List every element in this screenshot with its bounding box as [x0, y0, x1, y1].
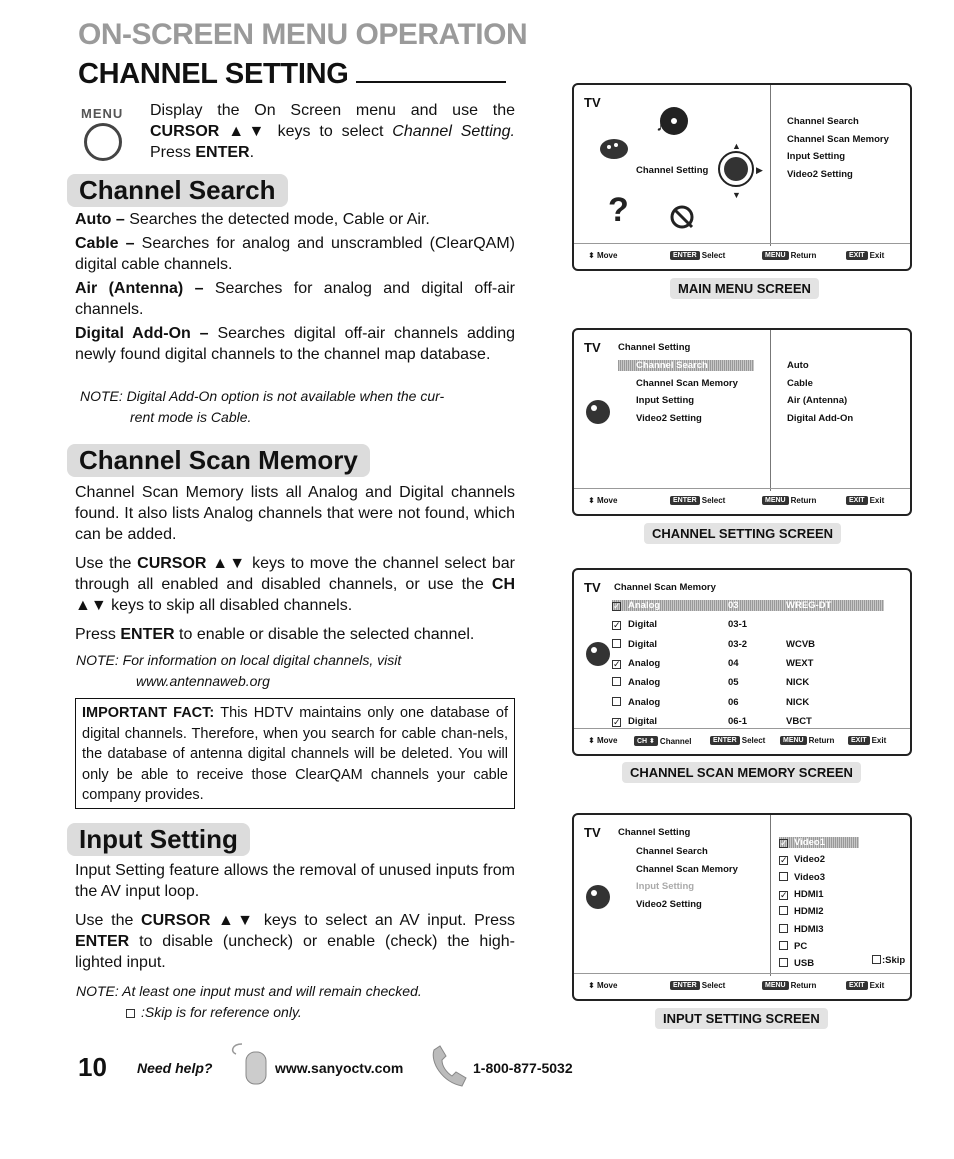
scan-channel-row[interactable]: [612, 697, 852, 708]
palette-icon: [600, 139, 628, 159]
svg-text:▶: ▶: [756, 165, 763, 175]
updown-icon: ⬍: [588, 496, 595, 505]
channel-search-body: Auto – Searches the detected mode, Cable or Air. Cable – Searches for analog and unscrambled (ClearQAM) digital cable channels. Air (Antenna) – Searches for analog and digital off-air channels. Digital Add-On – Searches digital off-air channels adding newly found digital channels to the channel map database.: [75, 211, 516, 363]
scan-name: NICK: [786, 677, 810, 689]
checkbox-icon[interactable]: ✓: [613, 620, 621, 631]
svg-text:▲: ▲: [732, 141, 741, 151]
input-row[interactable]: [779, 872, 825, 883]
main-menu-caption: MAIN MENU SCREEN: [670, 278, 819, 299]
main-menu-item[interactable]: Channel Scan Memory: [787, 134, 889, 145]
page-title: CHANNEL SETTING: [78, 58, 506, 91]
scan-num: 06: [728, 696, 739, 708]
screen-bottom-bar: ⬍ Move ENTER Select MENU Return EXIT Exit: [574, 488, 910, 514]
checkbox-icon[interactable]: ✓: [613, 716, 621, 727]
search-option[interactable]: Auto: [787, 360, 809, 371]
scan-type: Analog: [628, 657, 661, 669]
channel-scan-memory-caption: CHANNEL SCAN MEMORY SCREEN: [622, 762, 861, 783]
checkbox-icon[interactable]: [612, 639, 621, 648]
input-label: PC: [794, 940, 808, 952]
channel-setting-icon: [584, 881, 614, 913]
phone-icon: [428, 1044, 472, 1090]
phone-number: 1-800-877-5032: [473, 1060, 573, 1076]
channel-scan-memory-screen: [572, 568, 912, 756]
scan-num: 05: [728, 677, 739, 689]
scan-type: Digital: [628, 638, 658, 650]
scan-name: NICK: [786, 696, 810, 708]
page-number: 10: [78, 1052, 107, 1082]
scan-type: Analog: [628, 600, 661, 611]
tools-icon: [672, 207, 692, 227]
channel-setting-item-selected[interactable]: Input Setting: [636, 881, 695, 892]
channel-setting-item-selected[interactable]: Channel Search: [618, 360, 754, 371]
screen-bottom-bar: ⬍ Move ENTER Select MENU Return EXIT Exit: [574, 243, 910, 269]
main-menu-center-label: Channel Setting: [636, 165, 709, 176]
channel-search-heading: Channel Search: [67, 174, 288, 207]
skip-box-icon: [872, 955, 881, 964]
menu-button-icon: [84, 123, 122, 161]
input-setting-para1: Input Setting feature allows the removal of unused inputs from the AV input loop.: [75, 862, 515, 900]
channel-setting-icon: [584, 638, 614, 670]
checkbox-icon[interactable]: [779, 958, 788, 967]
checkbox-icon[interactable]: [779, 924, 788, 933]
input-row[interactable]: [779, 941, 807, 952]
input-setting-heading: Input Setting: [67, 823, 250, 856]
important-fact-box: IMPORTANT FACT: This HDTV maintains only one database of digital channels. Therefore, when you search for cable chan-nels, the database of antenna digital channels will be deleted. You will only be able to receive those ClearQAM channels your cable company provides.: [75, 698, 515, 809]
input-label: HDMI1: [794, 888, 824, 900]
need-help-text: Need help?: [137, 1060, 213, 1076]
scan-channel-row[interactable]: [612, 658, 852, 669]
scan-num: 03-2: [728, 638, 748, 650]
svg-text:▼: ▼: [732, 190, 741, 200]
scan-num: 06-1: [728, 715, 748, 727]
channel-setting-item[interactable]: Video2 Setting: [636, 899, 702, 910]
channel-scan-memory-para3: Press ENTER to enable or disable the selected channel.: [75, 626, 475, 643]
website-link[interactable]: www.sanyoctv.com: [275, 1060, 404, 1076]
input-label: Video2: [794, 854, 825, 866]
input-row[interactable]: [779, 958, 814, 969]
screen-bottom-bar: ⬍ Move CH ⬍ Channel ENTER Select MENU Return EXIT Exit: [574, 728, 910, 754]
main-menu-item[interactable]: Video2 Setting: [787, 169, 853, 180]
scan-type: Analog: [628, 696, 661, 708]
input-label: HDMI3: [794, 923, 824, 935]
channel-scan-memory-para1: Channel Scan Memory lists all Analog and Digital channels found. It also lists Analog channels that were not found, which can be added.: [75, 484, 515, 543]
input-row[interactable]: [779, 889, 824, 900]
main-menu-item[interactable]: Input Setting: [787, 151, 846, 162]
scan-channel-row[interactable]: [612, 639, 852, 650]
channel-setting-screen: [572, 328, 912, 516]
checkbox-icon[interactable]: ✓: [613, 601, 621, 611]
scan-name: WEXT: [786, 657, 814, 669]
channel-setting-item[interactable]: Video2 Setting: [636, 413, 702, 424]
input-label: Video1: [794, 837, 825, 848]
checkbox-icon[interactable]: [612, 677, 621, 686]
intro-text: Display the On Screen menu and use the CURSOR ▲▼ keys to select Channel Setting. Press ENTER.: [150, 102, 515, 161]
channel-setting-item[interactable]: Channel Scan Memory: [636, 378, 738, 389]
screen-title: Channel Setting: [618, 342, 691, 353]
scan-name: WCVB: [786, 638, 816, 650]
tv-label: TV: [584, 340, 601, 355]
scan-type: Analog: [628, 677, 661, 689]
input-row[interactable]: [779, 854, 825, 865]
scan-name: VBCT: [786, 715, 812, 727]
mouse-icon: [228, 1040, 268, 1088]
screen-bottom-bar: ⬍ Move ENTER Select MENU Return EXIT Exit: [574, 973, 910, 999]
scan-num: 03: [728, 600, 739, 611]
checkbox-icon[interactable]: [779, 872, 788, 881]
input-row[interactable]: [779, 837, 859, 848]
channel-setting-caption: CHANNEL SETTING SCREEN: [644, 523, 841, 544]
scan-channel-row[interactable]: [612, 716, 852, 727]
search-option[interactable]: Air (Antenna): [787, 395, 848, 406]
scan-num: 04: [728, 657, 739, 669]
skip-box-icon: [126, 1009, 135, 1018]
page-header-title: ON-SCREEN MENU OPERATION: [78, 18, 528, 51]
updown-icon: ⬍: [588, 251, 595, 260]
tv-label: TV: [584, 825, 601, 840]
input-setting-caption: INPUT SETTING SCREEN: [655, 1008, 828, 1029]
skip-legend: :Skip: [872, 955, 905, 966]
scan-type: Digital: [628, 715, 658, 727]
checkbox-icon[interactable]: ✓: [780, 889, 788, 900]
scan-channel-row[interactable]: [612, 677, 852, 688]
input-setting-screen: [572, 813, 912, 1001]
input-label: Video3: [794, 871, 825, 883]
help-question-icon: ?: [608, 191, 629, 229]
tv-label: TV: [584, 580, 601, 595]
channel-setting-icon: [584, 396, 614, 428]
checkbox-icon[interactable]: ✓: [613, 658, 621, 669]
channel-scan-memory-heading: Channel Scan Memory: [67, 444, 370, 477]
scan-num: 03-1: [728, 619, 748, 631]
channel-setting-item[interactable]: Channel Scan Memory: [636, 864, 738, 875]
screen-title: Channel Setting: [618, 827, 691, 838]
input-setting-note: NOTE: At least one input must and will remain checked. :Skip is for reference only.: [76, 983, 422, 1020]
music-note-icon: ♪: [656, 115, 665, 135]
checkbox-icon[interactable]: ✓: [780, 855, 788, 866]
scan-type: Digital: [628, 619, 658, 631]
search-option[interactable]: Digital Add-On: [787, 413, 854, 424]
channel-scan-memory-para2: Use the CURSOR ▲▼ keys to move the channel select bar through all enabled and disabled channels, or use the CH ▲▼ keys to skip all disabled channels.: [75, 555, 515, 614]
checkbox-icon[interactable]: [779, 906, 788, 915]
channel-setting-item[interactable]: Channel Search: [636, 846, 708, 857]
updown-icon: ⬍: [588, 736, 595, 745]
input-label: USB: [794, 958, 815, 970]
updown-icon: ⬍: [588, 981, 595, 990]
main-menu-screen: [572, 83, 912, 271]
checkbox-icon[interactable]: [612, 697, 621, 706]
menu-button-label: MENU: [81, 106, 124, 121]
input-row[interactable]: [779, 906, 824, 917]
scan-channel-row[interactable]: [612, 619, 852, 630]
input-setting-para2: Use the CURSOR ▲▼ keys to select an AV input. Press ENTER to disable (uncheck) or enable (check) the high-lighted input.: [75, 912, 516, 971]
search-option[interactable]: Cable: [787, 378, 813, 389]
tv-label: TV: [584, 95, 601, 110]
main-menu-item[interactable]: Channel Search: [787, 116, 859, 127]
channel-setting-item[interactable]: Input Setting: [636, 395, 695, 406]
scan-channel-row[interactable]: [612, 600, 884, 611]
input-row[interactable]: [779, 924, 824, 935]
checkbox-icon[interactable]: [779, 941, 788, 950]
scan-name: WREG-DT: [786, 600, 832, 611]
input-label: HDMI2: [794, 906, 824, 918]
channel-scan-memory-note: NOTE: For information on local digital channels, visit www.antennaweb.org: [76, 652, 402, 689]
screen-title: Channel Scan Memory: [614, 582, 716, 593]
channel-search-note: NOTE: Digital Add-On option is not available when the cur- rent mode is Cable.: [80, 388, 445, 425]
checkbox-icon[interactable]: ✓: [780, 838, 788, 848]
channel-setting-selected-icon: [719, 152, 753, 186]
